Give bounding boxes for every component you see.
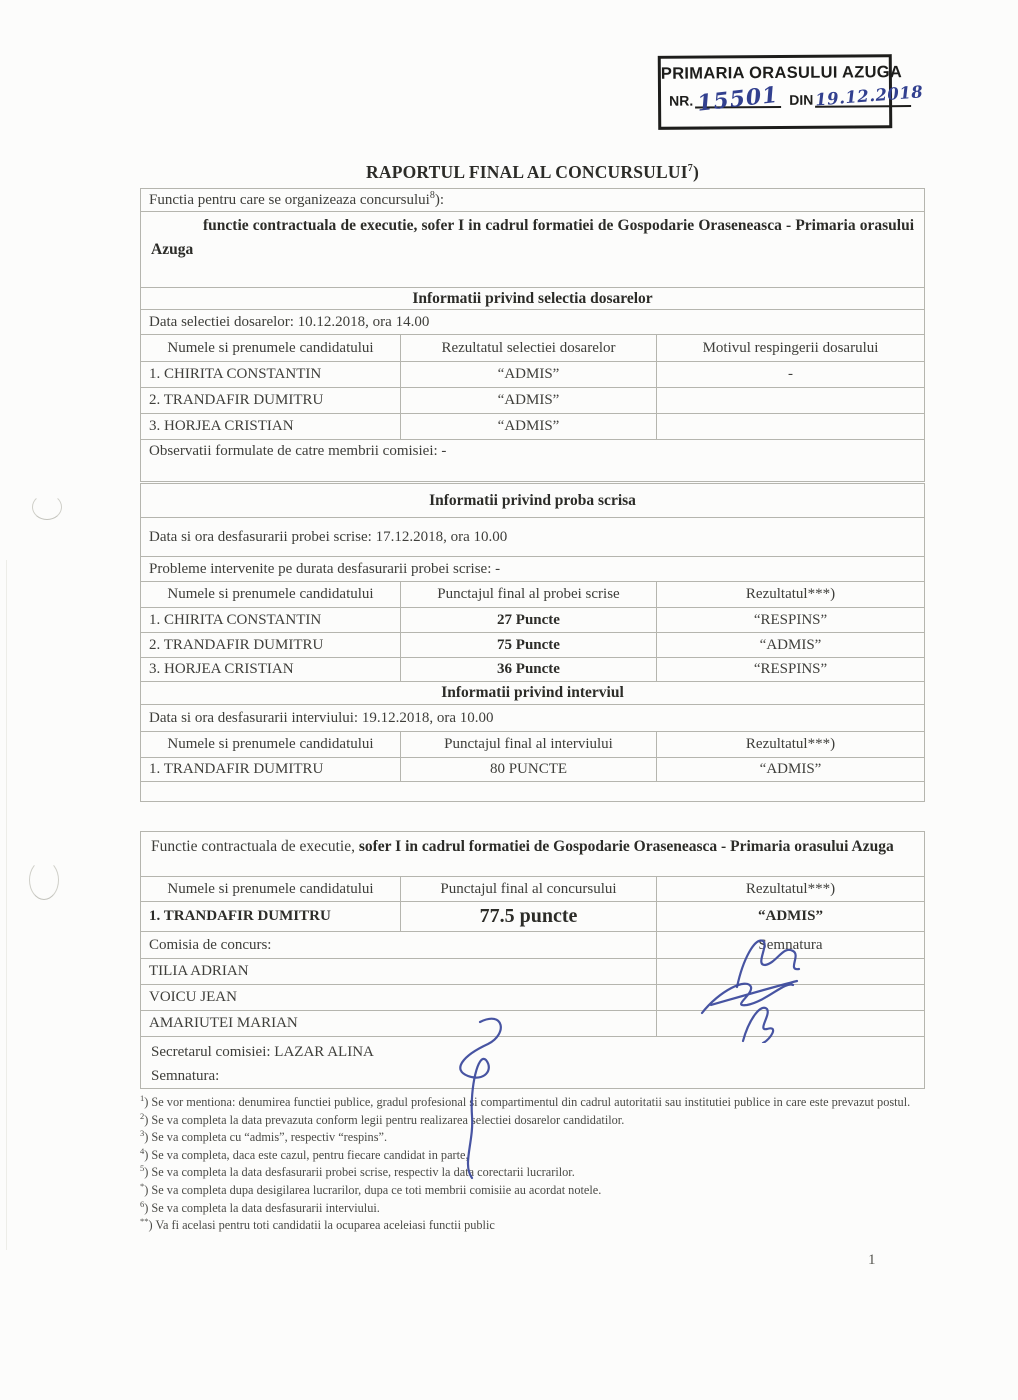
stamp-nr-field [695, 81, 781, 117]
row-commission-member [141, 959, 924, 985]
footnote-text: ) Se vor mentiona: denumirea functiei publice, gradul profesional si compartimentul din cadrul autoritatii sau institutiei publice in care este prevazut postul. [144, 1095, 911, 1109]
date-selectia: Data selectiei dosarelor: 10.12.2018, ora 14.00 [149, 313, 430, 330]
section-title-proba-scrisa: Informatii privind proba scrisa [429, 491, 636, 509]
functia-close: ): [434, 191, 445, 208]
header-interview-score: Punctajul final al interviului [401, 732, 657, 757]
row-commission-member [141, 1011, 924, 1037]
cell-candidate-name: 3. HORJEA CRISTIAN [141, 414, 401, 439]
table-row [141, 608, 924, 633]
cell-result: “ADMIS” [759, 761, 822, 777]
position-text: functie contractuala de executie, sofer I in cadrul formatiei de Gospodarie Oraseneasca - Primaria orasului Azuga [151, 217, 914, 258]
footnote-marker: 3 [140, 1128, 145, 1139]
scan-edge-artifact [6, 560, 7, 1250]
row-headers-proba-scrisa [141, 582, 924, 608]
table-rezultat-final [140, 831, 925, 1089]
row-position-final [141, 832, 924, 877]
row-commission-member [141, 985, 924, 1011]
stamp-organization: PRIMARIA ORASULUI AZUGA [660, 63, 903, 83]
cell-candidate-name: 1. CHIRITA CONSTANTIN [141, 608, 401, 632]
position-final-normal: Functie contractuala de executie, [151, 838, 359, 855]
cell-result: “ADMIS” [757, 908, 823, 924]
secretary-signature-label: Semnatura: [151, 1068, 220, 1084]
registration-stamp [658, 54, 925, 130]
cell-result: “ADMIS” [401, 414, 657, 439]
row-date-proba-scrisa [141, 518, 924, 557]
row-date-interviu [141, 705, 924, 732]
row-observations [141, 440, 924, 481]
header-candidate-name: Numele si prenumele candidatului [141, 877, 401, 901]
cell-score: 75 Puncte [401, 633, 657, 657]
cell-result: “ADMIS” [401, 362, 657, 387]
footnote-text: ) Se va completa dupa desigilarea lucrarilor, dupa ce toti membrii comisiie au acordat notele. [144, 1182, 602, 1197]
functia-cell [141, 189, 924, 211]
row-final-result [141, 902, 924, 932]
cell-candidate-name: 2. TRANDAFIR DUMITRU [141, 388, 401, 413]
cell-score: 27 Puncte [401, 608, 657, 632]
cell-reason [657, 388, 924, 413]
row-commission-header [141, 932, 924, 959]
footnote [140, 1182, 932, 1200]
table-row [141, 362, 924, 388]
footnote-text: ) Va fi acelasi pentru toti candidatii la ocuparea aceleiasi functii public [148, 1218, 495, 1233]
section-title-selectia: Informatii privind selectia dosarelor [412, 289, 653, 307]
functia-footnote-ref: 8 [429, 189, 435, 201]
stamp-din-label: DIN [789, 91, 814, 108]
commission-label: Comisia de concurs: [141, 932, 657, 958]
header-written-score: Punctajul final al probei scrise [401, 582, 657, 607]
footnote-text: ) Se va completa, daca este cazul, pentru fiecare candidat in parte, [144, 1147, 469, 1162]
position-final-text [141, 832, 924, 876]
header-result: Rezultatul***) [745, 880, 836, 897]
cell-reason [657, 414, 924, 439]
hole-punch-mark [29, 860, 59, 900]
observations-text: Observatii formulate de catre membrii comisiei: - [149, 443, 447, 459]
empty-cell [141, 782, 924, 801]
cell-final-score: 77.5 puncte [401, 902, 657, 931]
row-secretary [141, 1037, 924, 1088]
cell-result: “ADMIS” [401, 388, 657, 413]
cell-candidate-name: 2. TRANDAFIR DUMITRU [141, 633, 401, 657]
member-name: VOICU JEAN [141, 985, 657, 1010]
table-row [141, 758, 924, 782]
footnote-marker: 2 [140, 1110, 145, 1121]
stamp-nr-label: NR. [669, 92, 694, 109]
cell-candidate-name: 1. CHIRITA CONSTANTIN [141, 362, 401, 387]
signature-header: Semnatura [758, 936, 823, 953]
stamp-date-handwritten: 19.12.2018 [814, 82, 925, 110]
problems-text: Probleme intervenite pe durata desfasurarii probei scrise: - [149, 560, 501, 577]
cell-result: “RESPINS” [753, 661, 828, 677]
cell-candidate-name: 3. HORJEA CRISTIAN [141, 658, 401, 681]
footnote-marker: ** [140, 1216, 149, 1227]
cell-reason: - [788, 366, 793, 382]
table-selectia-dosarelor [140, 188, 925, 482]
stamp-din-field [814, 82, 925, 110]
secretary-line: Secretarul comisiei: LAZAR ALINA [151, 1044, 374, 1060]
header-candidate-name: Numele si prenumele candidatului [141, 582, 401, 607]
row-headers-interviu [141, 732, 924, 758]
row-headers-selectia [141, 335, 924, 362]
row-functia [141, 189, 924, 212]
footnote-marker: * [140, 1180, 145, 1191]
header-selection-result: Rezultatul selectiei dosarelor [401, 335, 657, 361]
title-close: ) [692, 162, 699, 182]
footnote [140, 1200, 932, 1218]
member-name: TILIA ADRIAN [141, 959, 657, 984]
table-row [141, 388, 924, 414]
row-problems [141, 557, 924, 582]
section-title-interviu: Informatii privind interviul [441, 684, 624, 701]
cell-candidate-name: 1. TRANDAFIR DUMITRU [141, 758, 401, 781]
footnote-text: ) Se va completa cu “admis”, respectiv “respins”. [144, 1130, 388, 1145]
footnote-marker: 6 [140, 1198, 145, 1209]
table-row [141, 658, 924, 682]
date-interviu: Data si ora desfasurarii interviului: 19.12.2018, ora 10.00 [149, 709, 494, 726]
footnote [140, 1164, 932, 1182]
row-date-selectia [141, 310, 924, 335]
footnote [140, 1147, 932, 1165]
row-section-selectia [141, 288, 924, 310]
footnote-marker: 4 [140, 1145, 145, 1156]
table-proba-scrisa-interviu [140, 483, 925, 802]
row-headers-final [141, 877, 924, 902]
cell-candidate-name: 1. TRANDAFIR DUMITRU [141, 902, 401, 931]
header-result: Rezultatul***) [745, 736, 836, 752]
footnote-marker: 5 [140, 1163, 145, 1174]
cell-result: “RESPINS” [753, 611, 828, 628]
stamp-number-line [669, 81, 925, 117]
page-title [140, 162, 925, 183]
footnote [140, 1129, 932, 1147]
functia-label: Functia pentru care se organizeaza concursului [149, 191, 430, 208]
row-empty [141, 782, 924, 801]
header-rejection-reason: Motivul respingerii dosarului [702, 339, 879, 356]
title-footnote-ref: 7 [687, 163, 693, 175]
cell-score: 36 Puncte [401, 658, 657, 681]
header-result: Rezultatul***) [745, 586, 836, 602]
secretary-cell [141, 1037, 924, 1088]
header-final-score: Punctajul final al concursului [401, 877, 657, 901]
footnote [140, 1217, 932, 1235]
footnote [140, 1094, 932, 1112]
header-candidate-name: Numele si prenumele candidatului [141, 335, 401, 361]
cell-score: 80 PUNCTE [401, 758, 657, 781]
row-position [141, 212, 924, 288]
cell-result: “ADMIS” [759, 636, 822, 653]
footnote-text: ) Se va completa la data prevazuta conform legii pentru realizarea selectiei dosarelor candidatilor. [144, 1112, 625, 1127]
page-number: 1 [868, 1252, 876, 1268]
member-signature-cell [657, 985, 924, 1010]
member-signature-cell [657, 959, 924, 984]
date-proba-scrisa: Data si ora desfasurarii probei scrise: 17.12.2018, ora 10.00 [149, 528, 508, 545]
member-name: AMARIUTEI MARIAN [141, 1011, 657, 1036]
hole-punch-mark [32, 494, 62, 520]
row-section-interviu [141, 682, 924, 705]
row-section-proba-scrisa [141, 484, 924, 518]
footnote [140, 1112, 932, 1130]
table-row [141, 633, 924, 658]
footnote-marker: 1 [140, 1092, 145, 1103]
position-final-bold: sofer I in cadrul formatiei de Gospodarie Oraseneasca - Primaria orasului Azuga [358, 838, 894, 855]
member-signature-cell [657, 1011, 924, 1036]
header-candidate-name: Numele si prenumele candidatului [141, 732, 401, 757]
stamp-nr-handwritten: 15501 [696, 81, 781, 117]
footnote-text: ) Se va completa la data desfasurarii probei scrise, respectiv la data corectarii lucrarilor. [144, 1165, 575, 1180]
footnote-text: ) Se va completa la data desfasurarii interviului. [144, 1200, 380, 1215]
table-row [141, 414, 924, 440]
title-text: RAPORTUL FINAL AL CONCURSULUI [366, 162, 688, 182]
footnotes [140, 1094, 932, 1235]
